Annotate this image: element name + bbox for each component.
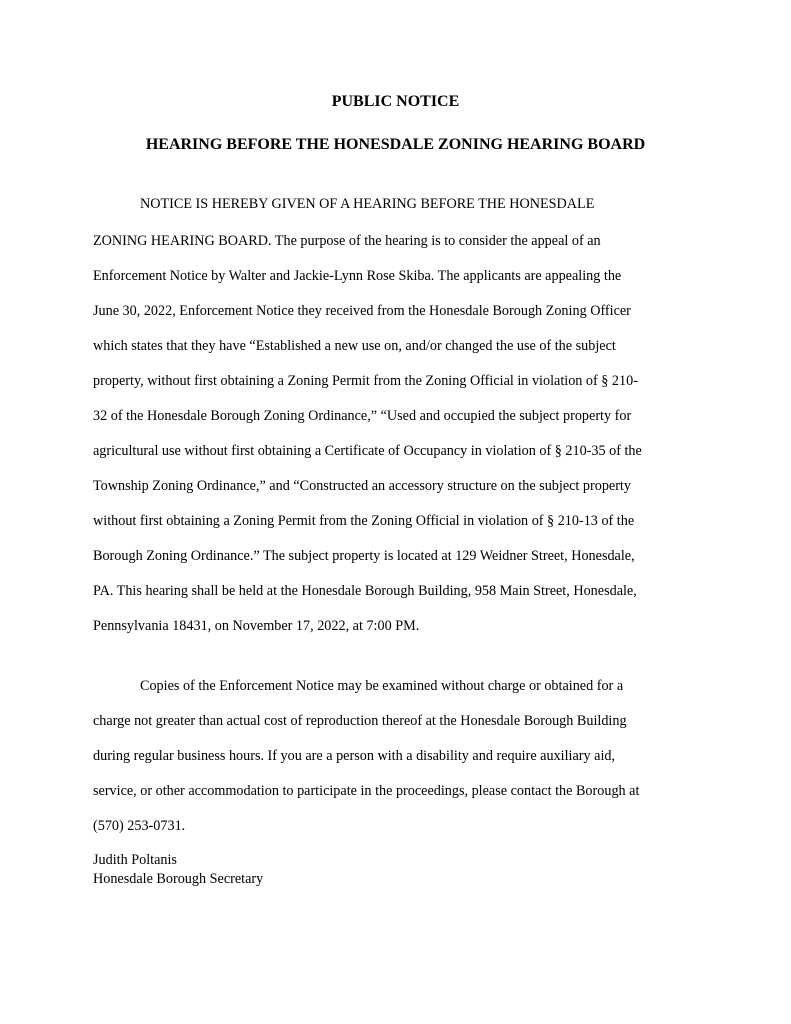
paragraph-line: service, or other accommodation to participate in the proceedings, please contact the Borough at [93,783,640,799]
paragraph-line: property, without first obtaining a Zoning Permit from the Zoning Official in violation of § 210- [93,373,638,389]
notice-subtitle: HEARING BEFORE THE HONESDALE ZONING HEARING BOARD [145,136,646,153]
paragraph-line: Copies of the Enforcement Notice may be examined without charge or obtained for a [140,678,624,694]
paragraph-line: PA. This hearing shall be held at the Honesdale Borough Building, 958 Main Street, Honesdale, [93,583,637,599]
paragraph-line: charge not greater than actual cost of reproduction thereof at the Honesdale Borough Building [93,713,627,729]
paragraph-line: during regular business hours. If you are a person with a disability and require auxiliary aid, [93,748,616,764]
paragraph-line: Enforcement Notice by Walter and Jackie-Lynn Rose Skiba. The applicants are appealing the [93,268,622,284]
paragraph-line: Pennsylvania 18431, on November 17, 2022, at 7:00 PM. [93,618,420,634]
paragraph-line: Borough Zoning Ordinance.” The subject property is located at 129 Weidner Street, Honesdale, [93,548,635,564]
notice-title: PUBLIC NOTICE [331,93,460,110]
paragraph-line: 32 of the Honesdale Borough Zoning Ordinance,” “Used and occupied the subject property for [93,408,632,424]
paragraph-line: agricultural use without first obtaining a Certificate of Occupancy in violation of § 210-35 of the [93,443,642,459]
paragraph-line: which states that they have “Established a new use on, and/or changed the use of the subject [93,338,616,354]
paragraph-line: without first obtaining a Zoning Permit from the Zoning Official in violation of § 210-13 of the [93,513,635,529]
signature-name: Judith Poltanis [93,852,177,868]
paragraph-line: June 30, 2022, Enforcement Notice they received from the Honesdale Borough Zoning Officer [93,303,631,319]
paragraph-line: Township Zoning Ordinance,” and “Constructed an accessory structure on the subject property [93,478,631,494]
paragraph-line: ZONING HEARING BOARD. The purpose of the hearing is to consider the appeal of an [93,233,601,249]
paragraph-line: (570) 253-0731. [93,818,186,834]
paragraph-line: NOTICE IS HEREBY GIVEN OF A HEARING BEFORE THE HONESDALE [140,196,595,212]
signature-title: Honesdale Borough Secretary [93,871,264,887]
